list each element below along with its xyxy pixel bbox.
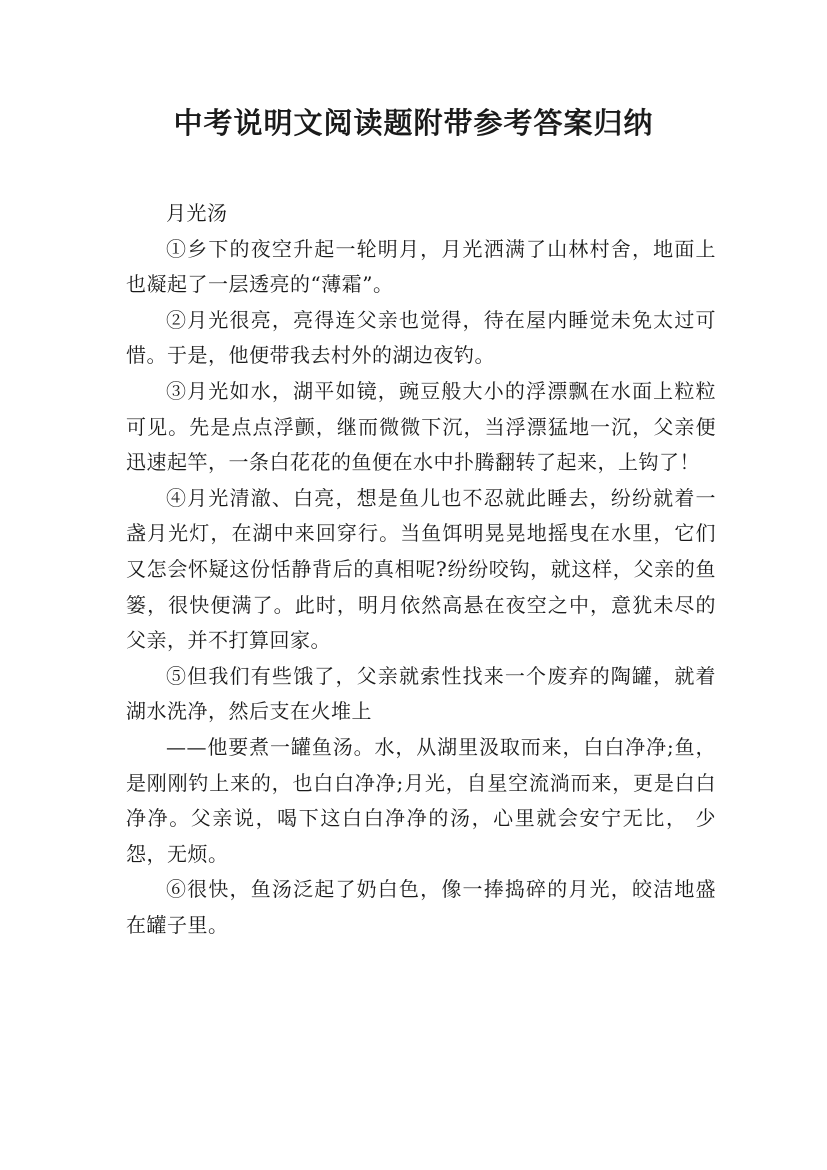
article-subtitle: 月光汤 — [166, 201, 228, 225]
paragraph-5-continued: ——他要煮一罐鱼汤。水，从湖里汲取而来，白白净净;鱼，是刚刚钓上来的，也白白净净;月光，自星空流淌而来，更是白白净净。父亲说，喝下这白白净净的汤，心里就会安宁无比， 少怨，无烦。 — [126, 734, 716, 866]
paragraph-4: ④月光清澈、白亮，想是鱼儿也不忍就此睡去，纷纷就着一盏月光灯，在湖中来回穿行。当鱼饵明晃晃地摇曳在水里，它们又怎会怀疑这份恬静背后的真相呢?纷纷咬钩，就这样，父亲的鱼篓，很快便满了。此时，明月依然高悬在夜空之中，意犹未尽的父亲，并不打算回家。 — [126, 485, 716, 653]
document-body — [126, 196, 716, 943]
paragraph-5: ⑤但我们有些饿了，父亲就索性找来一个废弃的陶罐，就着湖水洗净，然后支在火堆上 — [126, 663, 716, 724]
paragraph-1: ①乡下的夜空升起一轮明月，月光洒满了山林村舍，地面上也凝起了一层透亮的“薄霜”。 — [126, 236, 716, 297]
document-title: 中考说明文阅读题附带参考答案归纳 — [173, 106, 654, 140]
paragraph-2: ②月光很亮，亮得连父亲也觉得，待在屋内睡觉未免太过可惜。于是，他便带我去村外的湖边夜钓。 — [126, 307, 716, 368]
paragraph-6: ⑥很快，鱼汤泛起了奶白色，像一捧捣碎的月光，皎洁地盛在罐子里。 — [126, 877, 716, 937]
paragraph-3: ③月光如水，湖平如镜，豌豆般大小的浮漂飘在水面上粒粒可见。先是点点浮颤，继而微微下沉，当浮漂猛地一沉，父亲便迅速起竿，一条白花花的鱼便在水中扑腾翻转了起来，上钩了！ — [126, 378, 716, 475]
